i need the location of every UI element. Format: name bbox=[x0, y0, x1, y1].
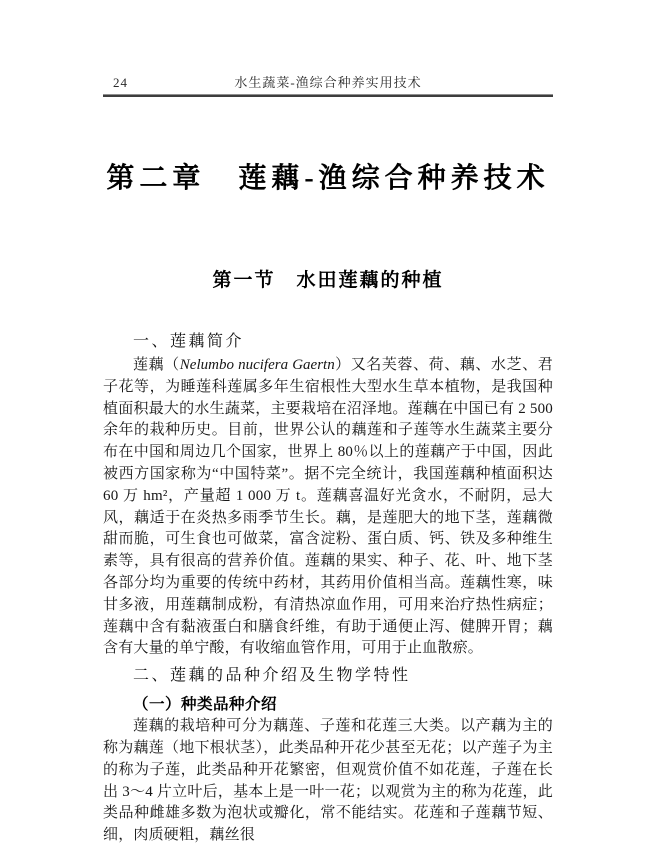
varieties-sub-heading: （一）种类品种介绍 bbox=[133, 696, 278, 714]
varieties-heading: 二、莲藕的品种介绍及生物学特性 bbox=[133, 667, 411, 685]
intro-para-pre: 莲藕（ bbox=[133, 357, 180, 373]
page-number: 24 bbox=[113, 75, 128, 90]
header-rule bbox=[103, 94, 553, 97]
latin-binomial: Nelumbo nucifera Gaertn bbox=[179, 357, 335, 373]
varieties-paragraph: 莲藕的栽培种可分为藕莲、子莲和花莲三大类。以产藕为主的称为藕莲（地下根状茎），此类品种开花少甚至无花；以产莲子为主的称为子莲，此类品种开花繁密，但观赏价值不如花莲，子莲在长出 3～4 片立叶后，基本上是一叶一花；以观赏为主的称为花莲，此类品种雌雄多数为泡状或瓣化，常不能结实。花莲和子莲藕节短、细，肉质硬粗，藕丝很 bbox=[103, 718, 553, 844]
chapter-title: 第二章 莲藕-渔综合种养技术 bbox=[106, 163, 550, 194]
running-header: 水生蔬菜-渔综合种养实用技术 bbox=[234, 75, 422, 90]
page-header bbox=[103, 74, 553, 94]
section-title: 第一节 水田莲藕的种植 bbox=[212, 270, 444, 291]
intro-heading: 一、莲藕简介 bbox=[133, 333, 245, 350]
intro-paragraph bbox=[103, 355, 553, 660]
intro-para-post: ）又名芙蓉、荷、藕、水芝、君子花等，为睡莲科莲属多年生宿根性大型水生草本植物，是我国种植面积最大的水生蔬菜，主要栽培在沼泽地。莲藕在中国已有 2 500 余年的栽种历史。目前，世界公认的藕莲和子莲等水生蔬菜主要分布在中国和周边几个国家，世界上 80％以上的莲藕产于中国，因此被西方国家称为“中国特菜”。据不完全统计，我国莲藕种植面积达 60 万 hm²，产量超 1 000 万 t。莲藕喜温好光贪水，不耐阴，忌大风，藕适于在炎热多雨季节生长。藕，是莲肥大的地下茎，莲藕微甜而脆，可生食也可做菜，富含淀粉、蛋白质、钙、铁及多种维生素等，具有很高的营养价值。莲藕的果实、种子、花、叶、地下茎各部分均为重要的传统中药材，其药用价值相当高。莲藕性寒，味甘多液，用莲藕制成粉，有清热凉血作用，可用来治疗热性病症；莲藕中含有黏液蛋白和膳食纤维，有助于通便止泻、健脾开胃；藕含有大量的单宁酸，有收缩血管作用，可用于止血散瘀。 bbox=[103, 357, 553, 657]
